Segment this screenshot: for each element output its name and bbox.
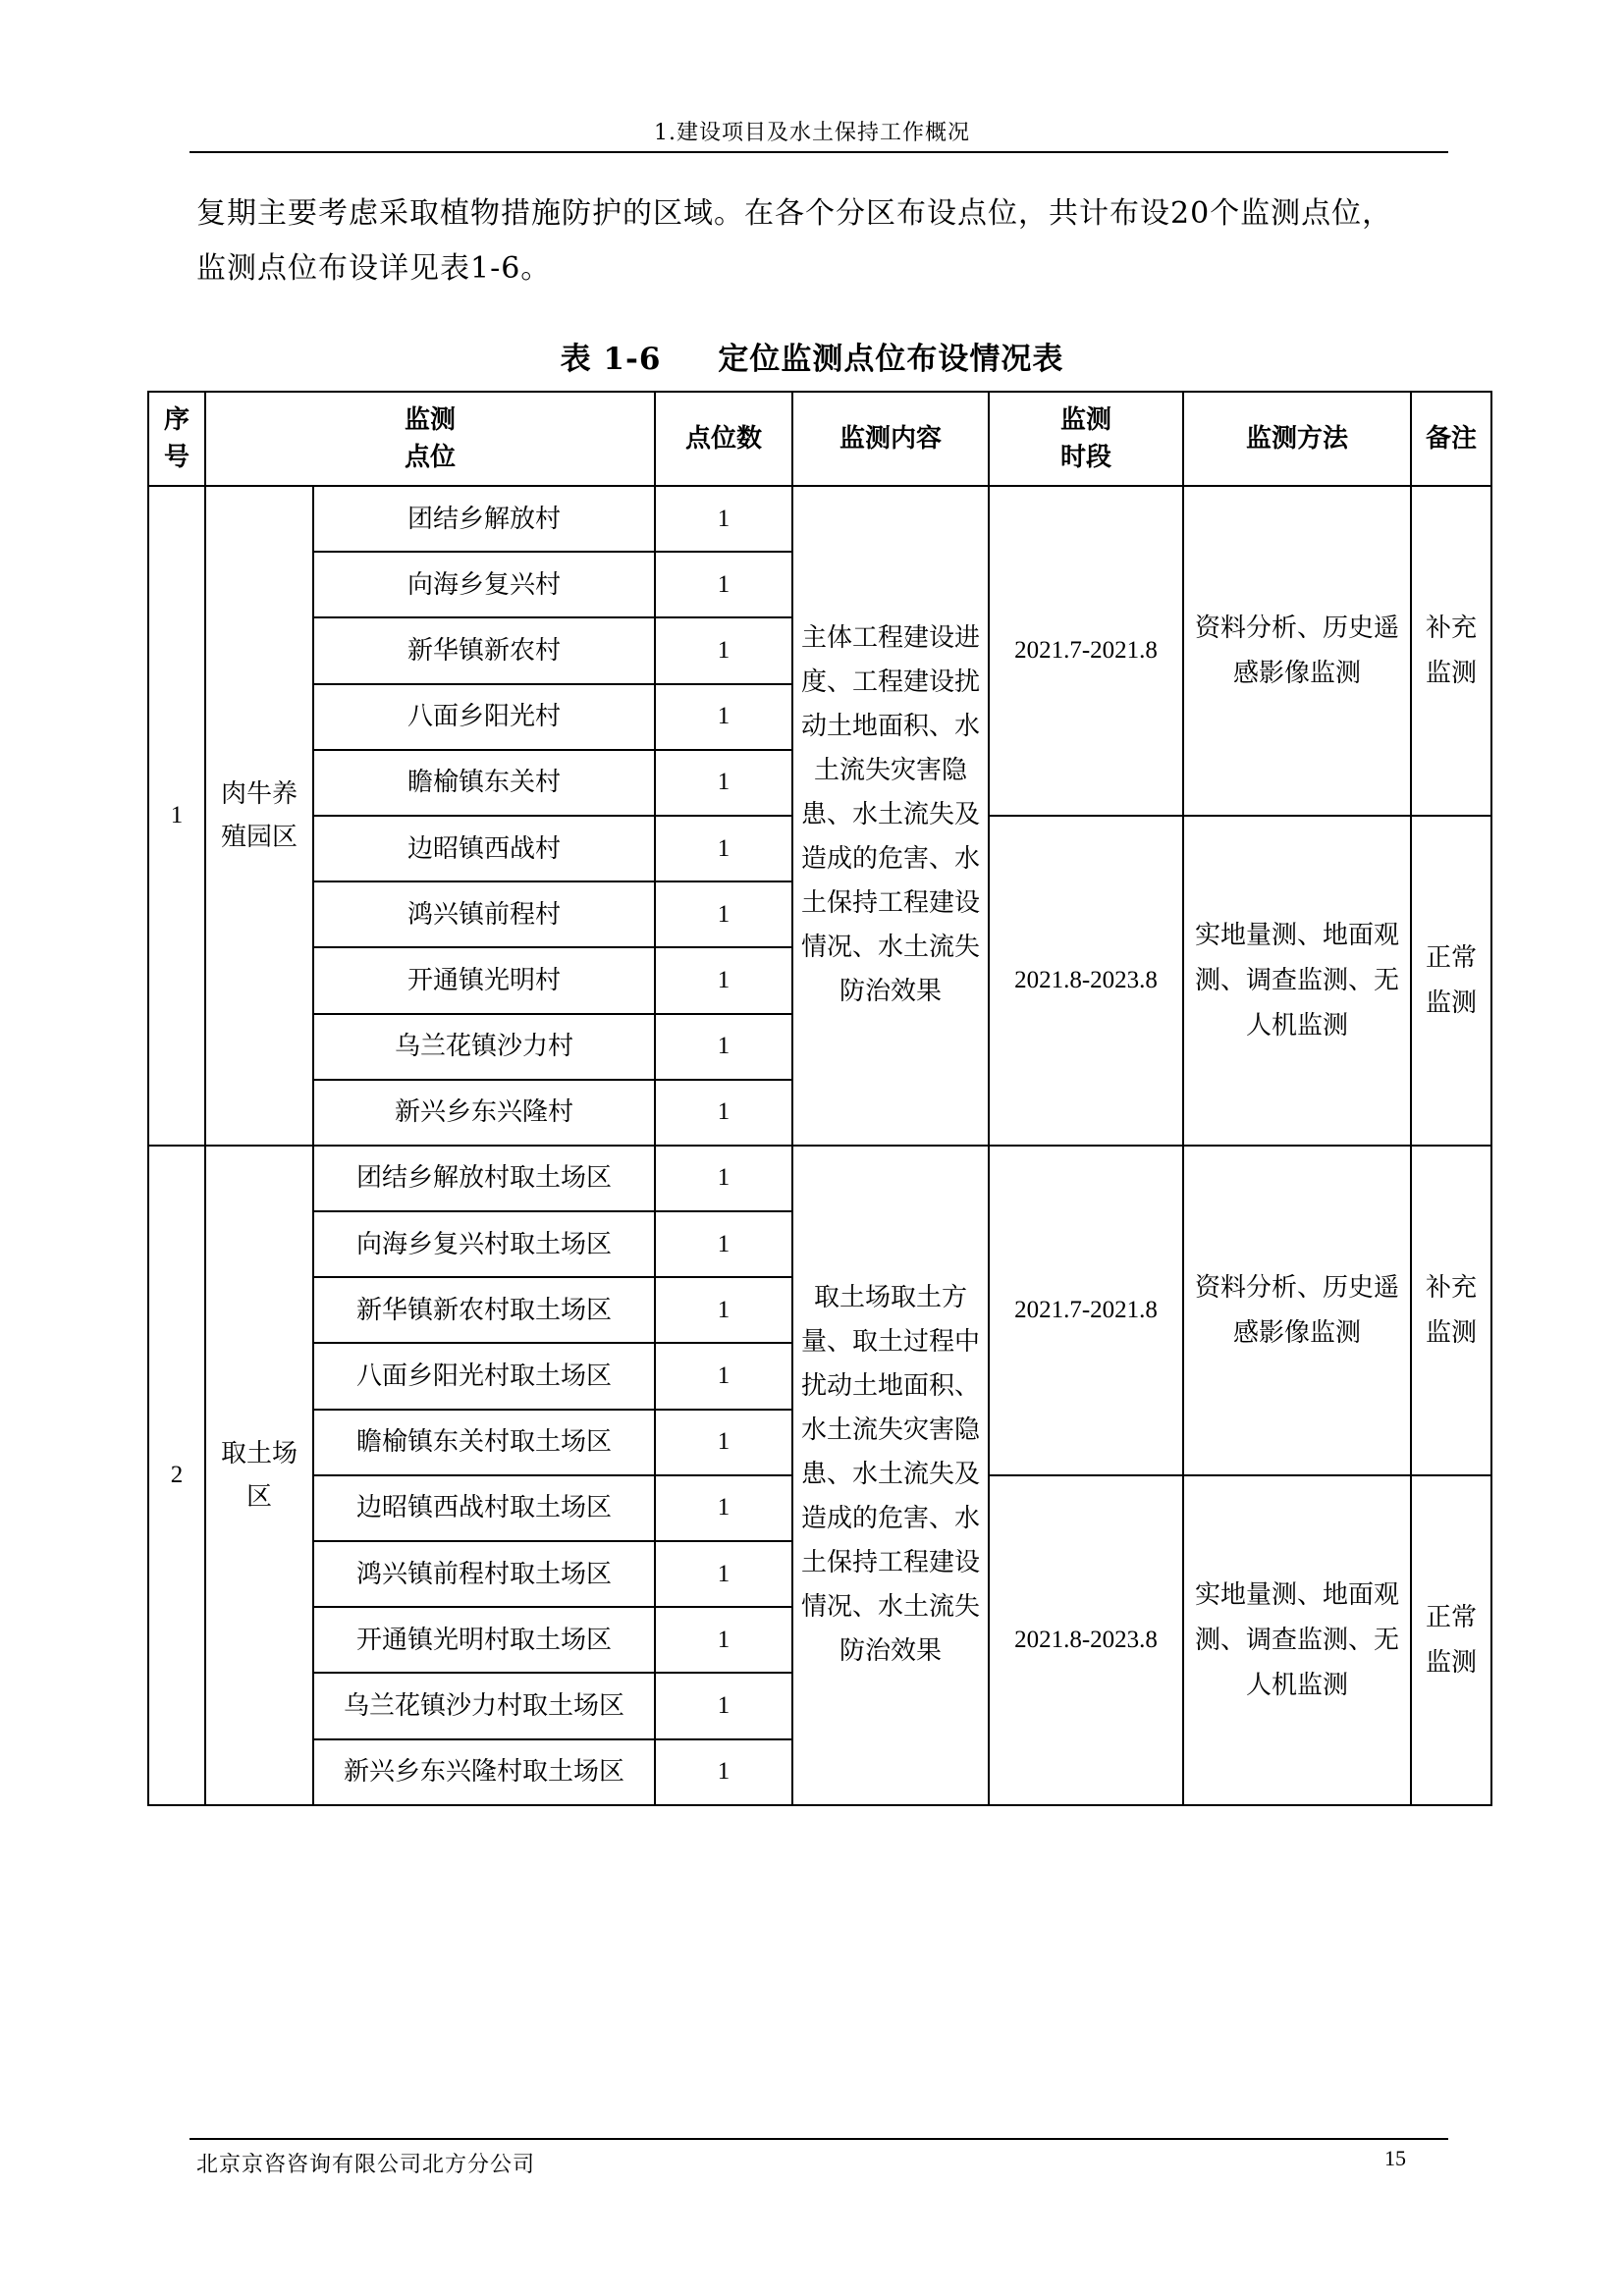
header-seq: 序 号 xyxy=(148,392,205,486)
footer-rule xyxy=(189,2138,1448,2140)
point-name: 边昭镇西战村 xyxy=(313,816,655,881)
point-count: 1 xyxy=(655,1739,792,1805)
running-header: 1.建设项目及水土保持工作概况 xyxy=(654,121,970,145)
point-name: 向海乡复兴村 xyxy=(313,552,655,617)
point-name: 开通镇光明村 xyxy=(313,947,655,1013)
header-rule xyxy=(189,151,1448,153)
monitoring-content: 主体工程建设进度、工程建设扰动土地面积、水土流失灾害隐患、水土流失及造成的危害、水土保持工程建设情况、水土流失防治效果 xyxy=(792,486,989,1146)
point-count: 1 xyxy=(655,552,792,617)
table-header-row xyxy=(148,392,1491,486)
point-count: 1 xyxy=(655,1541,792,1607)
point-name: 开通镇光明村取土场区 xyxy=(313,1607,655,1673)
point-name: 团结乡解放村取土场区 xyxy=(313,1146,655,1211)
header-point: 监测 点位 xyxy=(205,392,655,486)
point-count: 1 xyxy=(655,1277,792,1343)
point-name: 乌兰花镇沙力村 xyxy=(313,1014,655,1080)
group-seq: 2 xyxy=(148,1146,205,1805)
point-count: 1 xyxy=(655,1080,792,1146)
point-name: 新华镇新农村 xyxy=(313,617,655,683)
point-name: 瞻榆镇东关村 xyxy=(313,750,655,816)
point-count: 1 xyxy=(655,881,792,947)
point-count: 1 xyxy=(655,1343,792,1409)
point-name: 向海乡复兴村取土场区 xyxy=(313,1211,655,1277)
point-count: 1 xyxy=(655,1475,792,1541)
point-name: 八面乡阳光村取土场区 xyxy=(313,1343,655,1409)
page-number: 15 xyxy=(1384,2146,1406,2170)
body-paragraph xyxy=(196,187,1463,296)
monitoring-content: 取土场取土方量、取土过程中扰动土地面积、水土流失灾害隐患、水土流失及造成的危害、水土保持工程建设情况、水土流失防治效果 xyxy=(792,1146,989,1805)
header-method: 监测方法 xyxy=(1183,392,1411,486)
point-name: 新华镇新农村取土场区 xyxy=(313,1277,655,1343)
point-name: 边昭镇西战村取土场区 xyxy=(313,1475,655,1541)
paragraph-line: 复期主要考虑采取植物措施防护的区域。在各个分区布设点位，共计布设20个监测点位， xyxy=(196,196,1393,231)
group-seq: 1 xyxy=(148,486,205,1146)
point-name: 鸿兴镇前程村取土场区 xyxy=(313,1541,655,1607)
point-count: 1 xyxy=(655,1146,792,1211)
point-name: 乌兰花镇沙力村取土场区 xyxy=(313,1673,655,1738)
point-name: 新兴乡东兴隆村 xyxy=(313,1080,655,1146)
monitoring-period: 2021.7-2021.8 xyxy=(989,1146,1183,1475)
header-note: 备注 xyxy=(1411,392,1491,486)
table-caption-number: 表 1-6 xyxy=(560,342,662,377)
point-count: 1 xyxy=(655,1607,792,1673)
monitoring-method: 实地量测、地面观测、调查监测、无人机监测 xyxy=(1183,816,1411,1146)
group-area: 肉牛养殖园区 xyxy=(205,486,313,1146)
monitoring-method: 实地量测、地面观测、调查监测、无人机监测 xyxy=(1183,1475,1411,1805)
monitoring-points-table xyxy=(147,391,1492,1806)
header-period: 监测 时段 xyxy=(989,392,1183,486)
point-count: 1 xyxy=(655,617,792,683)
point-count: 1 xyxy=(655,684,792,750)
footer-company: 北京京咨咨询有限公司北方分公司 xyxy=(196,2153,536,2177)
point-count: 1 xyxy=(655,947,792,1013)
point-count: 1 xyxy=(655,486,792,552)
point-count: 1 xyxy=(655,1014,792,1080)
point-count: 1 xyxy=(655,1410,792,1475)
header-content: 监测内容 xyxy=(792,392,989,486)
point-count: 1 xyxy=(655,750,792,816)
point-name: 新兴乡东兴隆村取土场区 xyxy=(313,1739,655,1805)
monitoring-period: 2021.7-2021.8 xyxy=(989,486,1183,816)
point-count: 1 xyxy=(655,816,792,881)
point-count: 1 xyxy=(655,1211,792,1277)
monitoring-note: 正常监测 xyxy=(1411,816,1491,1146)
paragraph-line: 监测点位布设详见表1-6。 xyxy=(196,251,552,286)
table-row xyxy=(148,486,1491,552)
monitoring-method: 资料分析、历史遥感影像监测 xyxy=(1183,486,1411,816)
point-name: 八面乡阳光村 xyxy=(313,684,655,750)
table-row xyxy=(148,1146,1491,1211)
header-count: 点位数 xyxy=(655,392,792,486)
monitoring-method: 资料分析、历史遥感影像监测 xyxy=(1183,1146,1411,1475)
point-name: 团结乡解放村 xyxy=(313,486,655,552)
group-area: 取土场区 xyxy=(205,1146,313,1805)
monitoring-note: 正常监测 xyxy=(1411,1475,1491,1805)
monitoring-note: 补充监测 xyxy=(1411,486,1491,816)
point-count: 1 xyxy=(655,1673,792,1738)
table-caption xyxy=(0,334,1624,378)
table-caption-title: 定位监测点位布设情况表 xyxy=(718,342,1064,377)
monitoring-period: 2021.8-2023.8 xyxy=(989,1475,1183,1805)
point-name: 鸿兴镇前程村 xyxy=(313,881,655,947)
point-name: 瞻榆镇东关村取土场区 xyxy=(313,1410,655,1475)
monitoring-note: 补充监测 xyxy=(1411,1146,1491,1475)
monitoring-period: 2021.8-2023.8 xyxy=(989,816,1183,1146)
